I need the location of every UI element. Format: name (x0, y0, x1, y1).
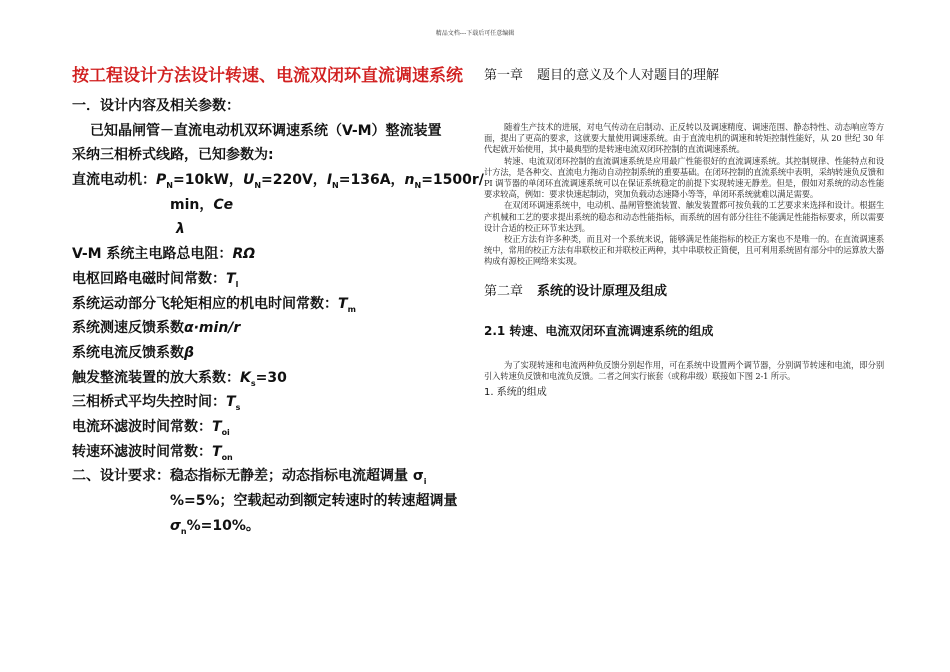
param-line: 触发整流装置的放大系数：$K_s=30$ (72, 369, 287, 388)
param-line: V-M 系统主电路总电阻：RΩ (72, 246, 256, 263)
motor-params-line3: λ (176, 221, 185, 238)
param-line: 系统测速反馈系数α·min/r (72, 320, 241, 337)
intro-line-1: 已知晶闸管－直流电动机双环调速系统（V-M）整流装置 (90, 122, 442, 139)
motor-params-line2: min，Ce (170, 196, 234, 213)
motor-params: 直流电动机：$P_N=10kW$，$U_N=220V$，$I_N=136A$，$n_N=1500r/$ (72, 172, 484, 190)
param-list (72, 243, 464, 465)
left-column (72, 64, 484, 539)
param-line: 电流环滤波时间常数：$T_{oi}$ (72, 418, 230, 437)
chapter1-heading: 第一章 题目的意义及个人对题目的理解 (484, 68, 720, 83)
chapter1-paragraph: 转速、电流双闭环控制的直流调速系统是应用最广性能很好的直流调速系统。其控制规律、性能特点和设计方法，是各种交、直流电力拖动自动控制系统的重要基础。在闭环控制的直流系统中表明，采纳转速负反馈和 PI 调节器的单闭环直流调速系统可以在保证系统稳定的前提下实现转速无静差。但是，假如对系统的动态性能要求较高，例如：要求快速起制动，突加负载动态速降小等等，单闭环系统就难以满足需要。 (484, 155, 884, 200)
section1-heading: 一．设计内容及相关参数： (72, 98, 240, 114)
chapter1-paragraph: 随着生产技术的进展，对电气传动在启制动、正反转以及调速精度、调速范围、静态特性、动态响应等方面，提出了更高的要求，这就要大量使用调速系统。由于直流电机的调速和转矩控制性能好，从 20 世纪 30 年代起就开始使用，其中最典型的是转速电流双闭环控制的直流调速系统。 (484, 122, 884, 155)
right-column (484, 64, 884, 410)
header-note: 精品文档---下载后可任意编辑 (435, 30, 515, 37)
document-title: 按工程设计方法设计转速、电流双闭环直流调速系统 (72, 66, 463, 86)
section-2-1-heading: 2.1 转速、电流双闭环直流调速系统的组成 (484, 323, 714, 338)
chapter2-heading: 第二章 系统的设计原理及组成 (484, 283, 668, 299)
param-line: 转速环滤波时间常数：$T_{on}$ (72, 443, 233, 462)
requirement-line-1: 二、设计要求：稳态指标无静差；动态指标电流超调量 $\sigma_i$ (72, 468, 427, 487)
chapter1-body (484, 122, 884, 268)
param-line: 系统运动部分飞轮矩相应的机电时间常数：$T_m$ (72, 295, 356, 314)
param-line: 三相桥式平均失控时间：$T_s$ (72, 394, 241, 413)
list-item: 1. 系统的组成 (484, 387, 547, 399)
requirement-line-3: $\sigma_n\%=10\%$。 (170, 517, 260, 536)
param-line: 电枢回路电磁时间常数：$T_l$ (72, 270, 239, 289)
chapter1-paragraph: 校正方法有许多种类，而且对一个系统来说，能够满足性能指标的校正方案也不是唯一的。在直流调速系统中，常用的校正方法有串联校正和并联校正两种，其中串联校正简便，且可利用系统固有部分中的运算放大器构成有源校正网络来实现。 (484, 234, 884, 267)
requirement-line-2: %=5%；空载起动到额定转速时的转速超调量 (170, 493, 458, 509)
param-line: 系统电流反馈系数β (72, 344, 195, 361)
section-2-1-paragraph: 为了实现转速和电流两种负反馈分别起作用，可在系统中设置两个调节器，分别调节转速和电流，即分别引入转速负反馈和电流负反馈。二者之间实行嵌套（或称串级）联接如下图 2-1 所示。 (484, 359, 884, 381)
intro-line-2: 采纳三相桥式线路，已知参数为: (72, 147, 274, 164)
chapter1-paragraph: 在双闭环调速系统中，电动机、晶闸管整流装置、触发装置都可按负载的工艺要求来选择和设计。根据生产机械和工艺的要求提出系统的稳态和动态性能指标，而系统的固有部分往往不能满足性能指标要求，所以需要设计合适的校正环节来达到。 (484, 200, 884, 233)
